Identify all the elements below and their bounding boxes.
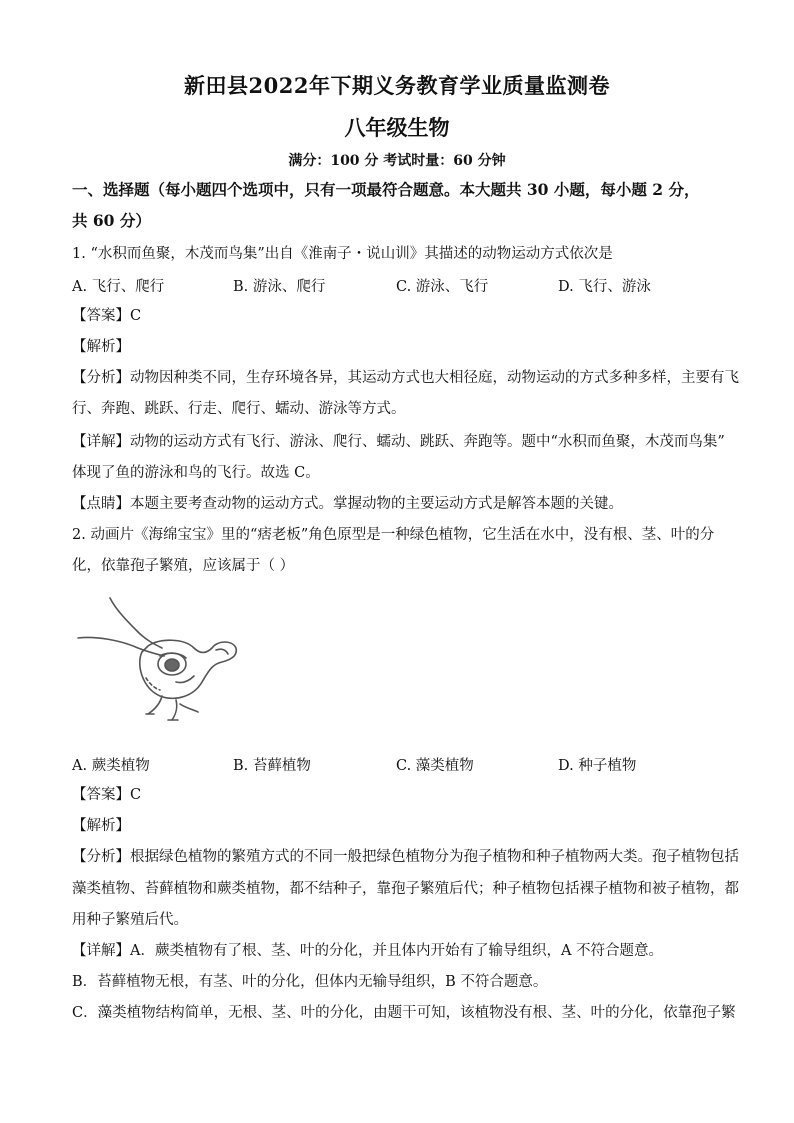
q1-xiangjie-cont: 体现了鱼的游泳和鸟的飞行。故选 C。	[72, 465, 320, 481]
q1-xiangjie: 【详解】动物的运动方式有飞行、游泳、爬行、蠕动、跳跃、奔跑等。题中“水积而鱼聚，木茂而鸟集”	[72, 434, 725, 450]
document-subtitle: 八年级生物	[344, 115, 450, 140]
q1-option-b: B. 游泳、爬行	[233, 279, 326, 295]
q1-option-a: A. 飞行、爬行	[72, 279, 165, 295]
q2-option-d: D. 种子植物	[558, 758, 637, 774]
q2-xiangjie-c: C．藻类植物结构简单，无根、茎、叶的分化，由题干可知，该植物没有根、茎、叶的分化，依靠孢子繁	[72, 1005, 736, 1021]
q2-fenxi-cont: 藻类植物、苔藓植物和蕨类植物，都不结种子，靠孢子繁殖后代；种子植物包括裸子植物和被子植物，都	[72, 881, 739, 897]
q1-answer: 【答案】C	[72, 308, 142, 324]
q1-fenxi-cont: 行、奔跑、跳跃、行走、爬行、蠕动、游泳等方式。	[72, 401, 406, 417]
exam-info: 满分：100 分 考试时量：60 分钟	[288, 153, 506, 169]
q2-xiangjie-b: B．苔藓植物无根，有茎、叶的分化，但体内无输导组织，B 不符合题意。	[72, 974, 548, 990]
q1-fenxi: 【分析】动物因种类不同，生存环境各异，其运动方式也大相径庭，动物运动的方式多种多样，主要有飞	[72, 370, 739, 386]
q1-option-c: C. 游泳、飞行	[396, 279, 489, 295]
q1-dianjing: 【点睛】本题主要考查动物的运动方式。掌握动物的主要运动方式是解答本题的关键。	[72, 496, 623, 512]
q2-answer: 【答案】C	[72, 787, 142, 803]
section-heading-cont: 共 60 分）	[72, 211, 151, 230]
question-2-stem-cont: 化，依靠孢子繁殖，应该属于（ ）	[72, 558, 295, 574]
plankton-character-illustration	[76, 592, 246, 727]
document-title: 新田县2022年下期义务教育学业质量监测卷	[184, 73, 610, 98]
q2-fenxi: 【分析】根据绿色植物的繁殖方式的不同一般把绿色植物分为孢子植物和种子植物两大类。孢子植物包括	[72, 849, 739, 865]
q2-option-b: B. 苔藓植物	[233, 758, 311, 774]
q2-fenxi-cont2: 用种子繁殖后代。	[72, 912, 188, 928]
q2-option-a: A. 蕨类植物	[72, 758, 150, 774]
section-heading: 一、选择题（每小题四个选项中，只有一项最符合题意。本大题共 30 小题，每小题 2 分，	[72, 180, 700, 199]
q1-analysis-label: 【解析】	[72, 339, 130, 355]
question-2-stem: 2. 动画片《海绵宝宝》里的“痞老板”角色原型是一种绿色植物，它生活在水中，没有根、茎、叶的分	[72, 527, 715, 543]
q2-xiangjie-a: 【详解】A．蕨类植物有了根、茎、叶的分化，并且体内开始有了输导组织，A 不符合题意。	[72, 943, 664, 959]
q1-option-d: D. 飞行、游泳	[558, 279, 651, 295]
q2-option-c: C. 藻类植物	[396, 758, 474, 774]
q2-analysis-label: 【解析】	[72, 818, 130, 834]
question-1-stem: 1. “水积而鱼聚，木茂而鸟集”出自《淮南子・说山训》其描述的动物运动方式依次是	[72, 246, 613, 262]
